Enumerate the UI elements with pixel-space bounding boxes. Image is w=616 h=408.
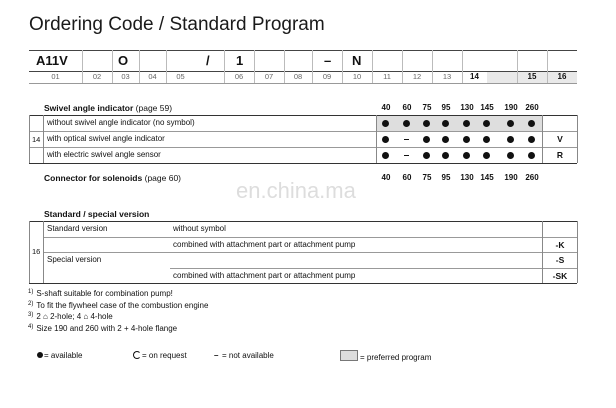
code-separator: [432, 50, 433, 83]
connector-heading: Connector for solenoids (page 60): [44, 173, 181, 183]
footnote-text: Size 190 and 260 with 2 + 4-hole flange: [36, 323, 178, 333]
size-header: 75: [422, 103, 432, 112]
footnote: [28, 301, 208, 310]
standard-rule: [44, 237, 577, 238]
standard-heading: Standard / special version: [44, 209, 150, 219]
swivel-outer-rule: [29, 115, 30, 163]
available-icon: [463, 136, 470, 143]
available-icon: [507, 152, 514, 159]
position-bottom-rule: [29, 83, 577, 84]
footnote-number: 1): [28, 289, 34, 295]
position-number: 09: [322, 72, 332, 81]
footnote: [28, 324, 177, 333]
position-number: 07: [264, 72, 274, 81]
available-icon: [483, 136, 490, 143]
size-header: 260: [525, 103, 539, 112]
size-header: 95: [441, 173, 451, 182]
legend-not-available: = not available: [222, 351, 274, 360]
version-code: -K: [555, 239, 565, 250]
legend-on-request: = on request: [142, 351, 187, 360]
code-cell-6: 1: [236, 53, 244, 68]
code-cell-9: –: [324, 53, 332, 68]
code-separator: [254, 50, 255, 83]
code-cell-5: /: [206, 53, 210, 68]
code-cell-10: N: [352, 53, 362, 68]
standard-right-rule: [577, 221, 578, 283]
size-header: 60: [402, 173, 412, 182]
available-icon: [528, 136, 535, 143]
size-header: 95: [441, 103, 451, 112]
available-icon: [423, 120, 430, 127]
available-icon: [423, 136, 430, 143]
code-cell-2: O: [118, 53, 129, 68]
swivel-row-rule: [29, 163, 577, 164]
not-available-icon: [404, 139, 409, 140]
available-icon: [382, 136, 389, 143]
version-label: Standard version: [47, 224, 108, 233]
row-number-14: 14: [32, 135, 41, 144]
code-cell-0: A11V: [36, 53, 68, 68]
available-icon: [528, 120, 535, 127]
position-number: 10: [352, 72, 362, 81]
on-request-icon: [133, 351, 141, 359]
standard-left-rule: [43, 221, 44, 283]
available-icon: [507, 120, 514, 127]
preferred-shading: [376, 115, 542, 131]
available-icon: [403, 120, 410, 127]
code-separator: [82, 50, 83, 83]
available-icon: [483, 152, 490, 159]
preferred-icon: [340, 350, 358, 361]
available-icon: [528, 152, 535, 159]
size-header: 190: [504, 173, 518, 182]
standard-outer-rule: [29, 221, 30, 283]
row-number-16: 16: [32, 247, 41, 257]
position-number: 05: [176, 72, 185, 81]
code-separator: [402, 50, 403, 83]
available-icon: [442, 152, 449, 159]
position-number: 01: [51, 72, 60, 81]
position-number: 12: [412, 72, 422, 81]
swivel-row-rule: [29, 131, 577, 132]
code-separator: [224, 50, 225, 83]
footnote: [28, 289, 173, 298]
version-code: -S: [555, 255, 565, 265]
available-icon: [37, 352, 43, 358]
code-separator: [547, 50, 548, 83]
swivel-option-code: R: [556, 150, 564, 160]
available-icon: [483, 120, 490, 127]
footnote-text: To fit the flywheel case of the combustion engine: [36, 300, 209, 310]
position-number: 03: [121, 72, 130, 81]
standard-bottom-rule: [29, 283, 577, 284]
position-number: 02: [92, 72, 102, 81]
size-header: 260: [525, 173, 539, 182]
version-detail: combined with attachment part or attachment pump: [173, 270, 356, 280]
size-header: 145: [480, 103, 494, 112]
footnote-text: 2 ⌂ 2-hole; 4 ⌂ 4-hole: [36, 312, 113, 321]
size-header: 40: [381, 173, 391, 182]
footnote-text: S-shaft suitable for combination pump!: [36, 289, 173, 298]
position-number: 13: [442, 72, 452, 81]
not-available-icon: [404, 155, 409, 156]
size-header: 130: [460, 173, 474, 182]
version-detail: without symbol: [173, 224, 226, 233]
footnote-number: 2): [28, 300, 34, 307]
legend-preferred: = preferred program: [360, 353, 432, 362]
size-header: 145: [480, 173, 494, 182]
position-number: 16: [557, 72, 567, 81]
position-number: 15: [527, 72, 537, 81]
available-icon: [463, 152, 470, 159]
swivel-option-code: V: [557, 134, 563, 144]
swivel-option-label: with electric swivel angle sensor: [47, 150, 161, 159]
size-header: 40: [381, 103, 391, 112]
page-title: Ordering Code / Standard Program: [29, 14, 325, 35]
position-number: 08: [293, 72, 303, 81]
watermark: en.china.ma: [236, 178, 356, 203]
footnote: [28, 312, 113, 321]
swivel-option-label: with optical swivel angle indicator: [47, 134, 165, 143]
swivel-right-rule: [577, 115, 578, 163]
legend-available: = available: [44, 351, 83, 360]
available-icon: [507, 136, 514, 143]
position-number: 11: [383, 72, 391, 81]
swivel-heading: Swivel angle indicator (page 59): [44, 103, 173, 113]
standard-rule: [44, 252, 577, 253]
size-header: 60: [402, 103, 412, 112]
standard-rule: [170, 268, 577, 269]
code-separator: [517, 50, 518, 83]
code-separator: [342, 50, 343, 83]
available-icon: [442, 136, 449, 143]
swivel-row-rule: [29, 115, 577, 116]
position-number: 04: [148, 72, 157, 81]
standard-top-rule: [29, 221, 577, 222]
available-icon: [442, 120, 449, 127]
code-separator: [312, 50, 313, 83]
size-header: 190: [504, 103, 518, 112]
position-number: 06: [234, 72, 244, 81]
swivel-option-label: without swivel angle indicator (no symbol): [47, 118, 195, 127]
code-separator: [372, 50, 373, 83]
footnote-number: 3): [28, 312, 34, 318]
available-icon: [382, 120, 389, 127]
swivel-code-rule: [542, 115, 543, 163]
size-header: 130: [460, 103, 474, 112]
swivel-row-rule: [29, 147, 577, 148]
dash-icon: –: [214, 351, 219, 360]
available-icon: [463, 120, 470, 127]
swivel-left-rule: [43, 115, 44, 163]
version-code: -SK: [552, 270, 568, 281]
standard-code-rule: [542, 221, 543, 283]
size-header: 75: [422, 173, 432, 182]
swivel-avail-rule: [376, 115, 377, 163]
position-number: 14: [470, 72, 479, 81]
version-detail: combined with attachment part or attachment pump: [173, 239, 356, 249]
available-icon: [423, 152, 430, 159]
footnote-number: 4): [28, 323, 34, 330]
available-icon: [382, 152, 389, 159]
version-label: Special version: [47, 255, 102, 264]
